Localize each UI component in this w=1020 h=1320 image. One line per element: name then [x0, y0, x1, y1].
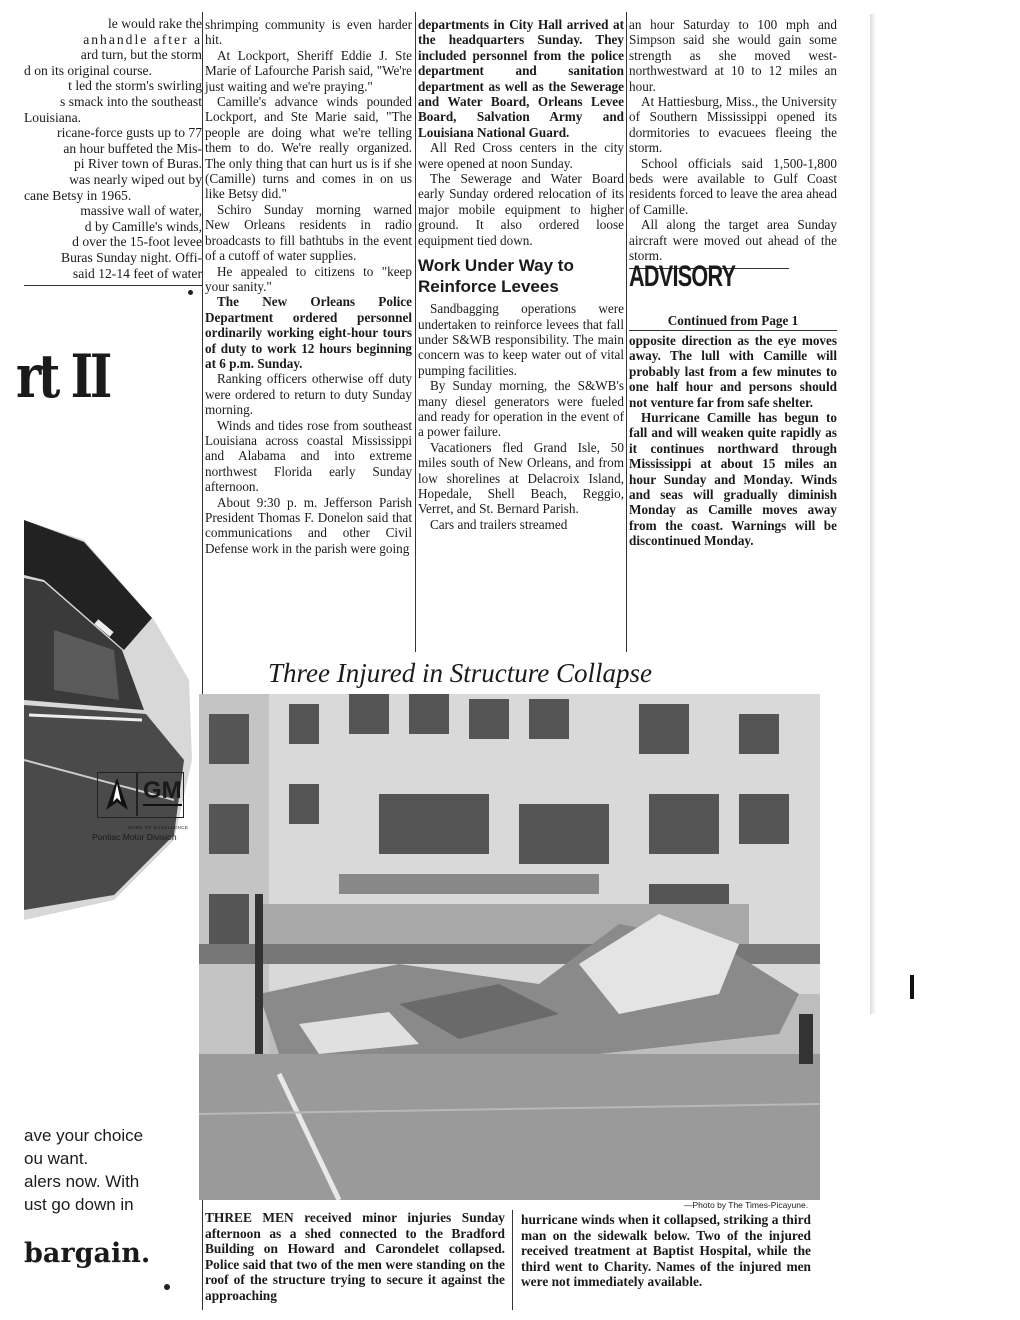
- pontiac-division: Pontiac Motor Division: [92, 832, 177, 842]
- pontiac-logo-divider: [136, 772, 138, 816]
- advisory-rule: [629, 330, 837, 331]
- paragraph: The Sewerage and Water Board early Sunday ordered relocation of its major mobile equipment to higher ground. It also ordered loose equipment tied down.: [418, 171, 624, 248]
- left-line: massive wall of water,: [80, 203, 202, 219]
- left-line: t led the storm's swirling: [68, 78, 202, 94]
- advisory-heading: ADVISORY: [629, 259, 736, 293]
- left-line: pi River town of Buras.: [74, 156, 202, 172]
- car-illustration: [24, 500, 194, 920]
- paragraph: Cars and trailers streamed: [430, 516, 568, 532]
- paragraph: At Lockport, Sheriff Eddie J. Ste Marie of Lafourche Parish said, "We're just waiting and we're praying.": [205, 47, 412, 94]
- paragraph: opposite direction as the eye moves away. The lull with Camille will probably last from a few minutes to one half hour and persons should not venture far from safe shelter.: [629, 332, 837, 410]
- left-line: s smack into the southeast: [60, 93, 202, 109]
- left-column-rule: [24, 285, 202, 286]
- photo-credit: —Photo by The Times-Picayune.: [684, 1200, 809, 1210]
- column-4: [629, 17, 837, 549]
- subhead: Work Under Way to Reinforce Levees: [418, 256, 574, 297]
- ad-copy-line: ave your choice: [24, 1126, 144, 1145]
- paragraph: All along the target area Sunday aircraft were moved out ahead of the storm.: [629, 217, 837, 264]
- ad-tagline: bargain.: [24, 1238, 151, 1269]
- paragraph: At Hattiesburg, Miss., the University of Southern Mississippi opened its dormitories to evacuees fleeing the storm.: [629, 94, 837, 156]
- left-line: Louisiana.: [24, 109, 82, 125]
- continued-from: Continued from Page 1: [667, 312, 799, 328]
- ad-copy-line: ust go down in: [24, 1195, 134, 1214]
- left-line: le would rake the: [108, 16, 202, 31]
- photo-banner: Three Injured in Structure Collapse: [268, 658, 652, 688]
- edge-mark: [910, 975, 914, 999]
- paragraph: Hurricane Camille has begun to fall and will weaken quite rapidly as it continues northward through Mississippi at about 15 miles an hour Sunday and Monday. Winds and seas will gradually diminish Monday as Camille moves away from the coast. Warnings will be discontinued Monday.: [629, 409, 837, 549]
- column-3: [418, 17, 624, 532]
- left-line: said 12-14 feet of water: [72, 265, 202, 281]
- left-line: anhandle after a: [83, 31, 202, 47]
- column-rule: [626, 12, 627, 652]
- caption-left: THREE MEN received minor injuries Sunday afternoon as a shed connected to the Bradford Building on Howard and Carondelet collapsed. Police said that two of the men were standing on the roof of the structure trying to secure it against the approaching: [205, 1210, 505, 1303]
- paragraph: School officials said 1,500-1,800 beds were available to Gulf Coast residents forced to leave the area ahead of Camille.: [629, 155, 837, 217]
- left-line: d over the 15-foot levee: [72, 234, 202, 250]
- ad-copy-line: alers now. With: [24, 1172, 140, 1191]
- paragraph: By Sunday morning, the S&WB's many diesel generators were fueled and ready for operation in the event of a power failure.: [418, 378, 624, 440]
- column-rule: [415, 12, 416, 652]
- left-line: was nearly wiped out by: [69, 171, 202, 187]
- pontiac-arrowhead-icon: [104, 776, 130, 812]
- collapse-photo: [199, 694, 820, 1200]
- paragraph: Sandbagging operations were undertaken to reinforce levees that fall under S&WB responsibility. The main concern was to keep water out of vital pumping facilities.: [418, 301, 624, 378]
- left-line: d by Camille's winds,: [84, 218, 202, 234]
- paragraph: About 9:30 p. m. Jefferson Parish President Thomas F. Donelon said that communications and other Civil Defense work in the parish were going: [205, 494, 412, 556]
- left-line: d on its original course.: [24, 62, 152, 78]
- paragraph: departments in City Hall arrived at the headquarters Sunday. They included personnel from the police department and sanitation department as well as the Sewerage and Water Board, Orleans Levee Board, Salvation Army and Louisiana National Guard.: [418, 17, 624, 140]
- paragraph: He appealed to citizens to "keep your sanity.": [205, 263, 412, 294]
- paragraph: The New Orleans Police Department ordered personnel ordinarily working eight-hour tours of duty to work 12 hours beginning at 6 p.m. Sunday.: [205, 294, 412, 371]
- column-2: [205, 17, 412, 556]
- left-line: an hour buffeted the Mis-: [63, 140, 202, 156]
- left-column: [24, 16, 202, 281]
- ad-headline: rt II: [16, 342, 110, 412]
- left-line: cane Betsy in 1965.: [24, 187, 132, 203]
- mark-of-excellence: MARK OF EXCELLENCE: [128, 825, 189, 830]
- left-line: ricane-force gusts up to 77: [57, 125, 202, 141]
- caption-right: hurricane winds when it collapsed, striking a third man on the sidewalk below. Two of the injured received treatment at Baptist Hospital, while the third went to Charity. Names of the injured men were not immediately available.: [521, 1212, 811, 1289]
- left-line: ard turn, but the storm: [80, 47, 202, 63]
- ad-mark: [164, 1284, 170, 1290]
- paragraph: Camille's advance winds pounded Lockport, and Ste Marie said, "The people are doing what we're telling them to do. We're really organized. The only thing that can hurt us is if she (Camille) turns and comes in on us like Betsy did.": [205, 94, 412, 202]
- ad-copy-line: ou want.: [24, 1149, 89, 1168]
- paragraph: Winds and tides rose from southeast Louisiana across coastal Mississippi and Alabama and into extreme northwest Florida early Sunday afternoon.: [205, 417, 412, 495]
- paragraph: Ranking officers otherwise off duty were ordered to return to duty Sunday morning.: [205, 371, 412, 418]
- paragraph: shrimping community is even harder hit.: [205, 17, 412, 48]
- paragraph: Schiro Sunday morning warned New Orleans residents in radio broadcasts to fill bathtubs in the event of a cutoff of water supplies.: [205, 201, 412, 264]
- left-line: Buras Sunday night. Offi-: [61, 249, 202, 265]
- paragraph: All Red Cross centers in the city were opened at noon Sunday.: [418, 140, 624, 171]
- edge-shadow: [870, 14, 876, 1014]
- ad-copy: [24, 1124, 143, 1216]
- gm-logo: GM: [143, 777, 182, 804]
- column-rule: [512, 1210, 513, 1310]
- paragraph: Vacationers fled Grand Isle, 50 miles south of New Orleans, and from low shorelines at Delacroix Island, Hopedale, Shell Beach, Reggio, Verret, and St. Bernard Parish.: [418, 439, 624, 517]
- bullet-dot: [188, 290, 193, 295]
- paragraph: an hour Saturday to 100 mph and Simpson said she would gain some strength as she moved west-northwestward at 10 to 12 miles an hour.: [629, 17, 837, 94]
